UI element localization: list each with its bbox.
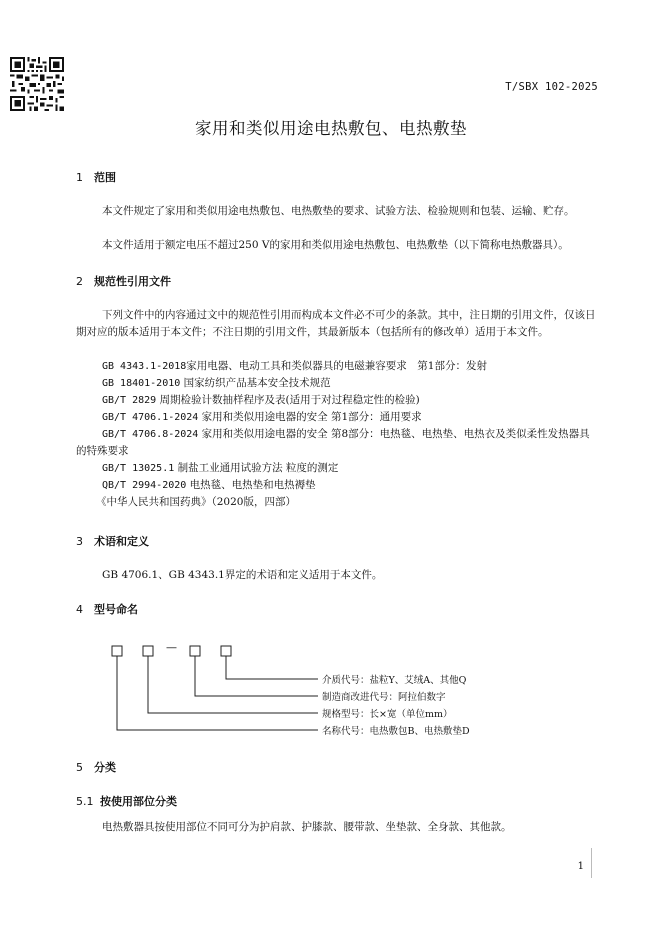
leader-line [148, 656, 318, 713]
section-5-1-heading [76, 793, 177, 809]
standard-code: T/SBX 102-2025 [505, 81, 598, 93]
diagram-label: 制造商改进代号：阿拉伯数字 [322, 692, 446, 703]
section-number: 1 [76, 171, 83, 184]
section-title: 型号命名 [94, 603, 138, 616]
section-1-heading [76, 169, 116, 185]
reference-item: GB 18401-2010 国家纺织产品基本安全技术规范 [102, 377, 331, 389]
page-number: 1 [577, 861, 584, 872]
qr-code [10, 57, 64, 111]
dash-separator: — [166, 641, 177, 654]
section-title: 范围 [94, 171, 116, 184]
diagram-label: 名称代号：电热敷包B、电热敷垫D [322, 726, 470, 737]
document-title: 家用和类似用途电热敷包、电热敷垫 [195, 119, 467, 138]
section-number: 5.1 [76, 795, 94, 808]
leader-line [195, 656, 318, 696]
section-5-heading [76, 759, 116, 775]
section-number: 2 [76, 275, 83, 288]
page-divider [591, 848, 592, 878]
section-title: 规范性引用文件 [94, 275, 171, 288]
section-2-heading [76, 273, 171, 289]
section-number: 3 [76, 535, 83, 548]
section-2-intro: 下列文件中的内容通过文中的规范性引用而构成本文件必不可少的条款。其中，注日期的引用文件，仅该日期对应的版本适用于本文件；不注日期的引用文件，其最新版本（包括所有的修改单）适用于本文件。 [76, 309, 596, 338]
section-3-paragraph-1: GB 4706.1、GB 4343.1界定的术语和定义适用于本文件。 [102, 569, 383, 581]
section-title: 分类 [94, 761, 116, 774]
reference-item: GB/T 2829 周期检验计数抽样程序及表(适用于对过程稳定性的检验) [102, 394, 420, 406]
reference-item: QB/T 2994-2020 电热毯、电热垫和电热褥垫 [102, 479, 316, 491]
reference-item: GB/T 13025.1 制盐工业通用试验方法 粒度的测定 [102, 462, 339, 474]
reference-item: GB/T 4706.8-2024 家用和类似用途电器的安全 第8部分：电热毯、电热垫、电热衣及类似柔性发热器具的特殊要求 [76, 428, 590, 457]
section-4-heading [76, 601, 138, 617]
diagram-label: 规格型号：长×宽（单位mm） [322, 709, 453, 720]
reference-item: GB/T 4706.1-2024 家用和类似用途电器的安全 第1部分：通用要求 [102, 411, 422, 423]
placeholder-box [190, 646, 200, 656]
reference-item: GB 4343.1-2018家用电器、电动工具和类似器具的电磁兼容要求 第1部分：发射 [102, 360, 487, 372]
section-title: 术语和定义 [94, 535, 149, 548]
leader-line [117, 656, 318, 730]
leader-line [226, 656, 318, 679]
model-naming-diagram [108, 643, 508, 743]
section-number: 4 [76, 603, 83, 616]
placeholder-box [112, 646, 122, 656]
section-1-paragraph-2: 本文件适用于额定电压不超过250 V的家用和类似用途电热敷包、电热敷垫（以下简称电热敷器具）。 [102, 239, 569, 251]
section-title: 按使用部位分类 [100, 795, 177, 808]
reference-item: 《中华人民共和国药典》（2020版，四部） [96, 496, 296, 508]
placeholder-box [143, 646, 153, 656]
placeholder-box [221, 646, 231, 656]
section-5-1-paragraph-1: 电热敷器具按使用部位不同可分为护肩款、护膝款、腰带款、坐垫款、全身款、其他款。 [102, 821, 512, 833]
section-3-heading [76, 533, 149, 549]
diagram-label: 介质代号：盐粒Y、艾绒A、其他Q [322, 675, 467, 686]
section-1-paragraph-1: 本文件规定了家用和类似用途电热敷包、电热敷垫的要求、试验方法、检验规则和包装、运输、贮存。 [102, 205, 575, 217]
section-number: 5 [76, 761, 83, 774]
